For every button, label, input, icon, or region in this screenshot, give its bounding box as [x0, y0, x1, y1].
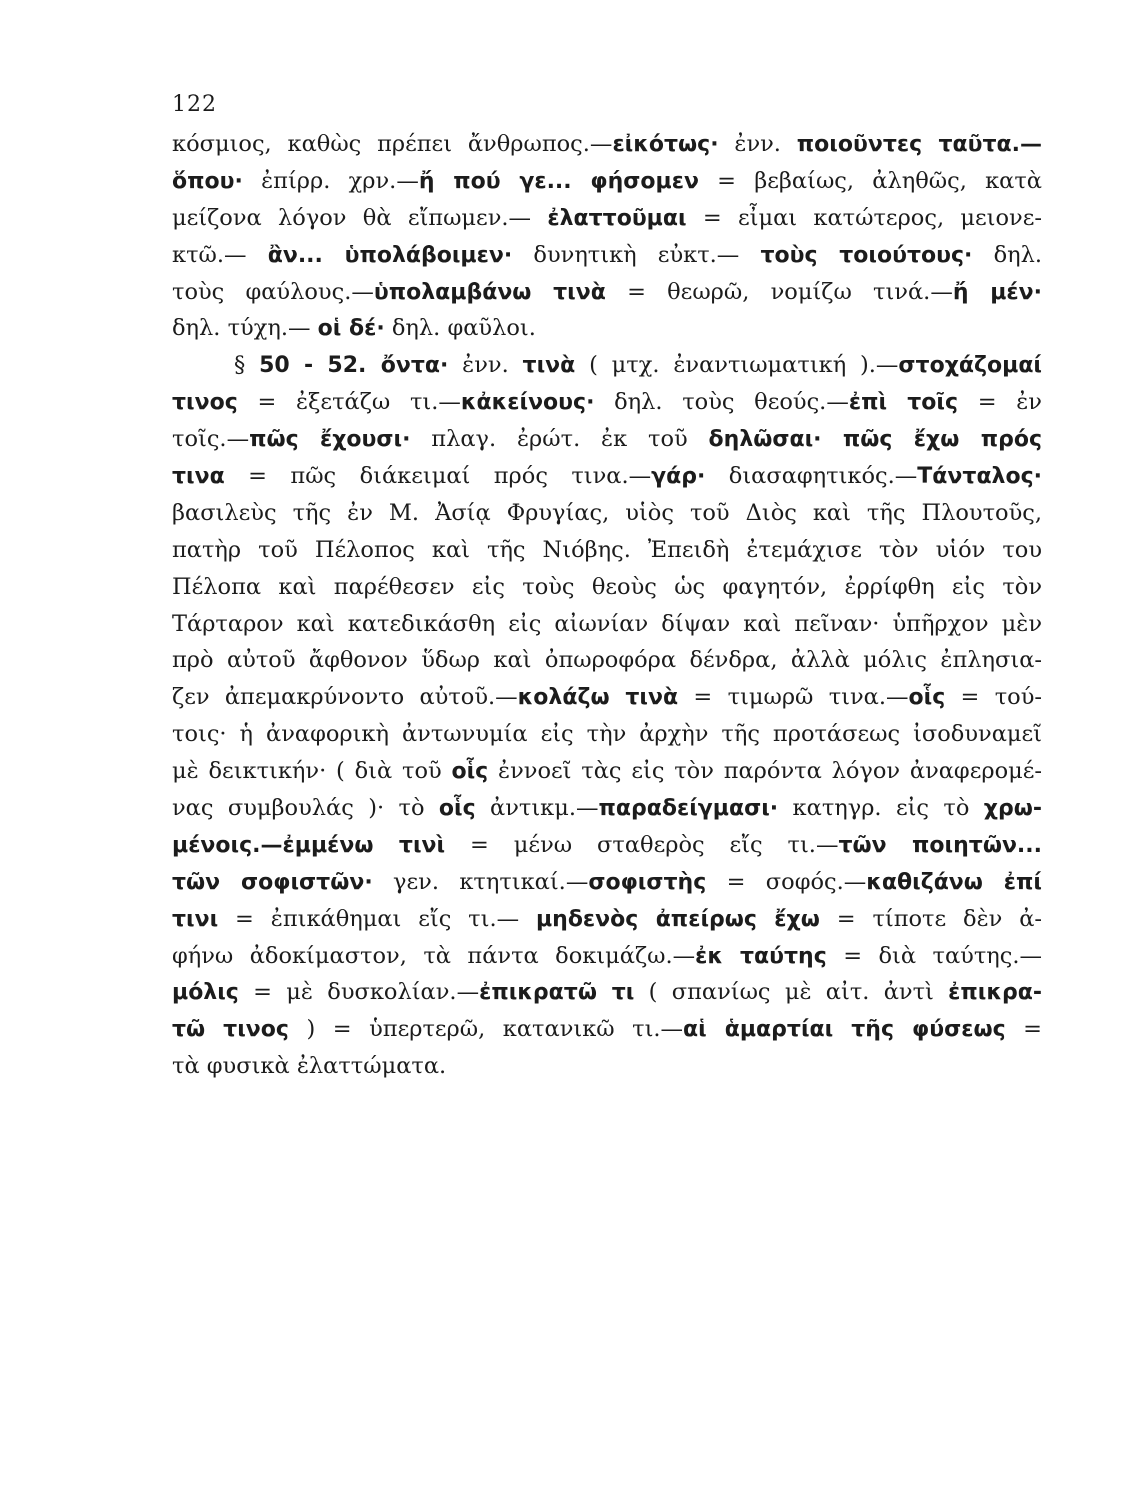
lemma-term: παραδείγμασι·: [598, 796, 779, 822]
gloss-text: = τού-: [945, 684, 1042, 711]
gloss-text: = τίποτε δὲν ἀ-: [819, 905, 1042, 932]
text-line: [172, 790, 1042, 827]
gloss-text: πρὸ αὐτοῦ ἄφθονον ὕδωρ καὶ ὀπωροφόρα δένδρα, ἀλλὰ μόλις ἐπλησια-: [172, 647, 1042, 674]
text-line: [172, 974, 1042, 1011]
gloss-text: ἐνν.: [718, 131, 797, 157]
gloss-text: κόσμιος, καθὼς πρέπει ἄνθρωπος.—: [172, 131, 613, 157]
gloss-text: πατὴρ τοῦ Πέλοπος καὶ τῆς Νιόβης. Ἐπειδὴ ἐτεμάχισε τὸν υἱόν του: [172, 536, 1042, 563]
gloss-text: = εἶμαι κατώτερος, μειονε-: [686, 204, 1042, 231]
gloss-text: γεν. κτητικαί.—: [372, 868, 589, 895]
gloss-text: Πέλοπα καὶ παρέθεσεν εἰς τοὺς θεοὺς ὡς φαγητόν, ἐρρίφθη εἰς τὸν: [172, 573, 1042, 600]
lemma-term: ὅπου·: [172, 168, 243, 194]
gloss-text: τὰ φυσικὰ ἐλαττώματα.: [172, 1053, 447, 1080]
text-line: [172, 716, 1042, 753]
lemma-term: τῶν ποιητῶν...: [838, 832, 1043, 858]
text-line: [172, 569, 1042, 606]
gloss-text: κατηγρ. εἰς τὸ: [778, 795, 984, 822]
gloss-text: δυνητικὴ εὐκτ.—: [512, 241, 761, 268]
text-line: [172, 827, 1042, 864]
gloss-text: = ἐν: [958, 389, 1042, 416]
lemma-term: πῶς ἔχουσι·: [249, 427, 411, 453]
lemma-term: ἤ μέν·: [952, 279, 1043, 305]
gloss-text: = ἐξετάζω τι.—: [237, 389, 461, 416]
gloss-text: ἀντικμ.—: [475, 795, 599, 822]
lemma-term: μένοις.—ἐμμένω τινὶ: [172, 832, 446, 858]
gloss-text: = βεβαίως, ἀληθῶς, κατὰ: [698, 167, 1043, 194]
lemma-term: ἐπὶ τοῖς: [848, 390, 959, 416]
commentary-text: [172, 126, 1042, 1085]
lemma-term: σοφιστὴς: [588, 869, 707, 895]
gloss-text: ἐπίρρ. χρν.—: [242, 167, 419, 194]
text-line: [172, 1011, 1042, 1048]
lemma-term: καθιζάνω ἐπί: [866, 869, 1042, 895]
lemma-term: εἰκότως·: [612, 132, 719, 157]
lemma-term: ὑπολαμβάνω τινὰ: [373, 279, 606, 305]
page-number: 122: [172, 92, 217, 117]
gloss-text: δηλ.: [972, 241, 1043, 268]
lemma-term: οἱ δέ·: [317, 316, 385, 342]
text-line: [172, 421, 1042, 458]
gloss-text: ) = ὑπερτερῶ, κατανικῶ τι.—: [288, 1016, 684, 1043]
lemma-term: δηλῶσαι· πῶς ἔχω πρός: [708, 427, 1042, 453]
gloss-text: = σοφός.—: [706, 868, 867, 895]
lemma-term: τινος: [172, 390, 238, 416]
gloss-text: δηλ. τύχη.—: [172, 315, 318, 342]
lemma-term: ἤ πού γε... φήσομεν: [418, 168, 699, 194]
lemma-term: γάρ·: [651, 464, 706, 490]
text-line: [172, 237, 1042, 274]
text-line: [172, 901, 1042, 938]
lemma-term: τῶν σοφιστῶν·: [172, 869, 373, 895]
text-line: [172, 1048, 1042, 1085]
lemma-term: ἐπικρατῶ τι: [479, 980, 635, 1006]
text-line: [172, 642, 1042, 679]
lemma-term: μηδενὸς ἀπείρως ἔχω: [535, 906, 820, 932]
text-line: [172, 532, 1042, 569]
gloss-text: = μένω σταθερὸς εἴς τι.—: [445, 831, 839, 858]
lemma-term: μόλις: [172, 980, 239, 1006]
gloss-text: ζεν ἀπεμακρύνοντο αὐτοῦ.—: [172, 684, 518, 711]
lemma-term: τινι: [172, 906, 219, 932]
gloss-text: φήνω ἀδοκίμαστον, τὰ πάντα δοκιμάζω.—: [172, 942, 696, 969]
lemma-term: στοχάζομαί: [898, 353, 1043, 379]
gloss-text: διασαφητικός.—: [705, 463, 918, 490]
gloss-text: πλαγ. ἐρώτ. ἐκ τοῦ: [410, 426, 709, 453]
gloss-text: βασιλεὺς τῆς ἐν Μ. Ἀσίᾳ Φρυγίας, υἱὸς τοῦ Διὸς καὶ τῆς Πλουτοῦς,: [172, 499, 1042, 526]
gloss-text: = ἐπικάθημαι εἴς τι.—: [218, 905, 536, 932]
gloss-text: μείζονα λόγον θὰ εἴπωμεν.—: [172, 204, 548, 231]
lemma-term: τοὺς τοιούτους·: [760, 242, 973, 268]
text-line: [172, 458, 1042, 495]
text-line: [172, 310, 1042, 347]
lemma-term: αἱ ἁμαρτίαι τῆς φύσεως: [683, 1017, 1006, 1043]
gloss-text: = τιμωρῶ τινα.—: [678, 684, 909, 711]
lemma-term: κἀκείνους·: [460, 390, 595, 416]
text-line: [172, 347, 1042, 384]
lemma-term: κολάζω τινὰ: [517, 685, 679, 711]
gloss-text: τοῖς.—: [172, 426, 250, 453]
text-line: [172, 126, 1042, 163]
lemma-term: χρω-: [983, 796, 1042, 822]
text-line: [172, 938, 1042, 975]
text-line: [172, 606, 1042, 643]
gloss-text: Τάρταρον καὶ κατεδικάσθη εἰς αἰωνίαν δίψαν καὶ πεῖναν· ὑπῆρχον μὲν: [172, 610, 1042, 637]
gloss-text: §: [234, 352, 260, 379]
gloss-text: =: [1005, 1016, 1042, 1043]
gloss-text: ἐννοεῖ τὰς εἰς τὸν παρόντα λόγον ἀναφερομέ-: [488, 758, 1043, 785]
text-line: [172, 200, 1042, 237]
lemma-term: ἂν... ὑπολάβοιμεν·: [267, 242, 513, 268]
text-line: [172, 864, 1042, 901]
lemma-term: ἐλαττοῦμαι: [547, 205, 687, 231]
gloss-text: κτῶ.—: [172, 241, 268, 268]
gloss-text: δηλ. φαῦλοι.: [384, 315, 536, 342]
lemma-term: οἷς: [908, 685, 946, 711]
text-line: [172, 274, 1042, 311]
lemma-term: ἐκ ταύτης: [695, 943, 827, 969]
text-line: [172, 679, 1042, 716]
text-line: [172, 384, 1042, 421]
gloss-text: τοις· ἡ ἀναφορικὴ ἀντωνυμία εἰς τὴν ἀρχὴν τῆς προτάσεως ἰσοδυναμεῖ: [172, 721, 1042, 748]
lemma-term: οἷς: [451, 759, 489, 785]
lemma-term: ἐπικρα-: [948, 980, 1042, 1006]
lemma-term: τινὰ: [522, 353, 576, 379]
lemma-term: ποιοῦντες ταῦτα.—: [796, 132, 1042, 157]
gloss-text: = πῶς διάκειμαί πρός τινα.—: [224, 463, 652, 490]
gloss-text: δηλ. τοὺς θεούς.—: [594, 389, 849, 416]
gloss-text: = διὰ ταύτης.—: [826, 942, 1043, 969]
gloss-text: τοὺς φαύλους.—: [172, 278, 374, 305]
gloss-text: = θεωρῶ, νομίζω τινά.—: [605, 278, 953, 305]
gloss-text: νας συμβουλάς )· τὸ: [172, 795, 439, 822]
lemma-term: οἷς: [438, 796, 476, 822]
text-line: [172, 495, 1042, 532]
text-line: [172, 163, 1042, 200]
lemma-term: τῶ τινος: [172, 1017, 289, 1043]
gloss-text: ἐνν.: [448, 352, 523, 379]
lemma-term: 50 - 52. ὄντα·: [259, 353, 449, 379]
gloss-text: ( μτχ. ἐναντιωματική ).—: [575, 352, 899, 379]
gloss-text: μὲ δεικτικήν· ( διὰ τοῦ: [172, 758, 452, 785]
text-line: [172, 753, 1042, 790]
lemma-term: Τάνταλος·: [917, 464, 1042, 490]
gloss-text: ( σπανίως μὲ αἰτ. ἀντὶ: [634, 979, 949, 1006]
lemma-term: τινα: [172, 464, 225, 490]
gloss-text: = μὲ δυσκολίαν.—: [238, 979, 480, 1006]
